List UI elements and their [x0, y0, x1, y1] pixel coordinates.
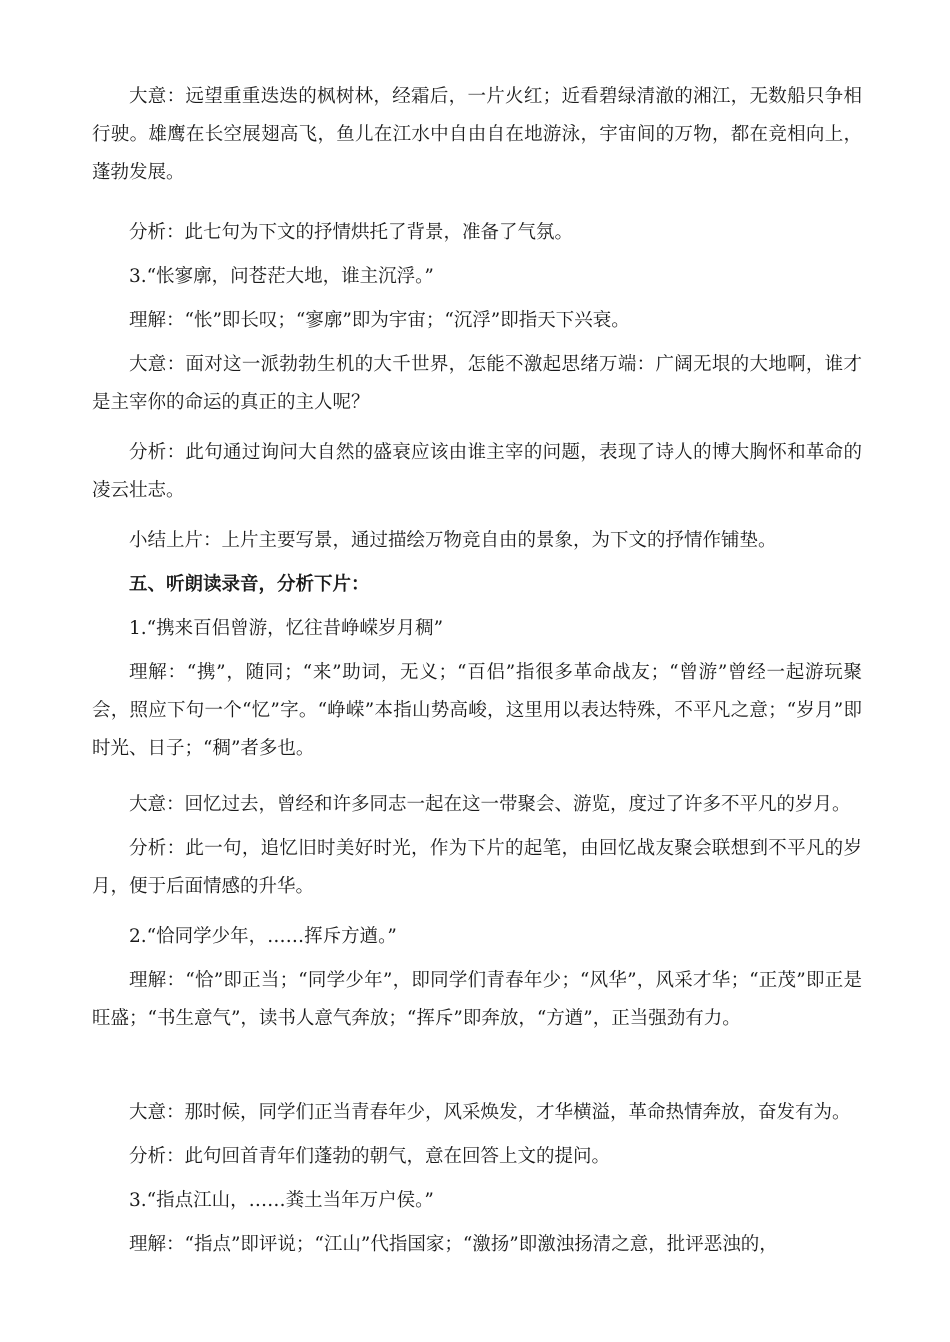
paragraph-lijie-3: 理解：“怅”即长叹；“寥廓”即为宇宙；“沉浮”即指天下兴衰。 — [129, 310, 630, 331]
paragraph-lower-dayi-1: 大意：回忆过去，曾经和许多同志一起在这一带聚会、游览，度过了许多不平凡的岁月。 — [129, 794, 851, 815]
section-heading-5: 五、听朗读录音，分析下片： — [129, 574, 370, 595]
paragraph-dayi-1: 大意：远望重重迭迭的枫树林，经霜后，一片火红；近看碧绿清澈的湘江，无数船只争相行驶。雄鹰在长空展翅高飞，鱼儿在江水中自由自在地游泳，宇宙间的万物，都在竞相向上，蓬勃发展。 — [92, 86, 862, 183]
paragraph-summary-upper: 小结上片：上片主要写景，通过描绘万物竞自由的景象，为下文的抒情作铺垫。 — [129, 530, 777, 551]
paragraph-lower-fenxi-1: 分析：此一句，追忆旧时美好时光，作为下片的起笔，由回忆战友聚会联想到不平凡的岁月，便于后面情感的升华。 — [92, 838, 862, 897]
paragraph-fenxi-1: 分析：此七句为下文的抒情烘托了背景，准备了气氛。 — [129, 222, 574, 243]
paragraph-lower-dayi-2: 大意：那时候，同学们正当青春年少，风采焕发，才华横溢，革命热情奔放，奋发有为。 — [129, 1102, 851, 1123]
paragraph-fenxi-3: 分析：此句通过询问大自然的盛衰应该由谁主宰的问题，表现了诗人的博大胸怀和革命的凌云壮志。 — [92, 442, 862, 501]
paragraph-dayi-3: 大意：面对这一派勃勃生机的大千世界，怎能不激起思绪万端：广阔无垠的大地啊，谁才是主宰你的命运的真正的主人呢？ — [92, 354, 862, 413]
paragraph-lower-lijie-1: 理解：“携”，随同；“来”助词，无义；“百侣”指很多革命战友；“曾游”曾经一起游玩聚会，照应下句一个“忆”字。“峥嵘”本指山势高峻，这里用以表达特殊，不平凡之意；“岁月”即时光、日子；“稠”者多也。 — [92, 662, 863, 759]
paragraph-lower-lijie-3: 理解：“指点”即评说；“江山”代指国家；“激扬”即激浊扬清之意，批评恶浊的， — [129, 1234, 778, 1255]
paragraph-lower-item-3: 3.“指点江山，……粪土当年万户侯。” — [129, 1190, 434, 1211]
paragraph-lower-lijie-2: 理解：“恰”即正当；“同学少年”，即同学们青春年少；“风华”，风采才华；“正茂”即正是旺盛；“书生意气”，读书人意气奔放；“挥斥”即奔放，“方遒”，正当强劲有力。 — [92, 970, 862, 1029]
paragraph-lower-item-2: 2.“恰同学少年，……挥斥方遒。” — [129, 926, 397, 947]
paragraph-lower-item-1: 1.“携来百侣曾游，忆往昔峥嵘岁月稠” — [129, 618, 444, 639]
paragraph-item-3: 3.“怅寥廓，问苍茫大地，谁主沉浮。” — [129, 266, 434, 287]
paragraph-lower-fenxi-2: 分析：此句回首青年们蓬勃的朝气，意在回答上文的提问。 — [129, 1146, 611, 1167]
